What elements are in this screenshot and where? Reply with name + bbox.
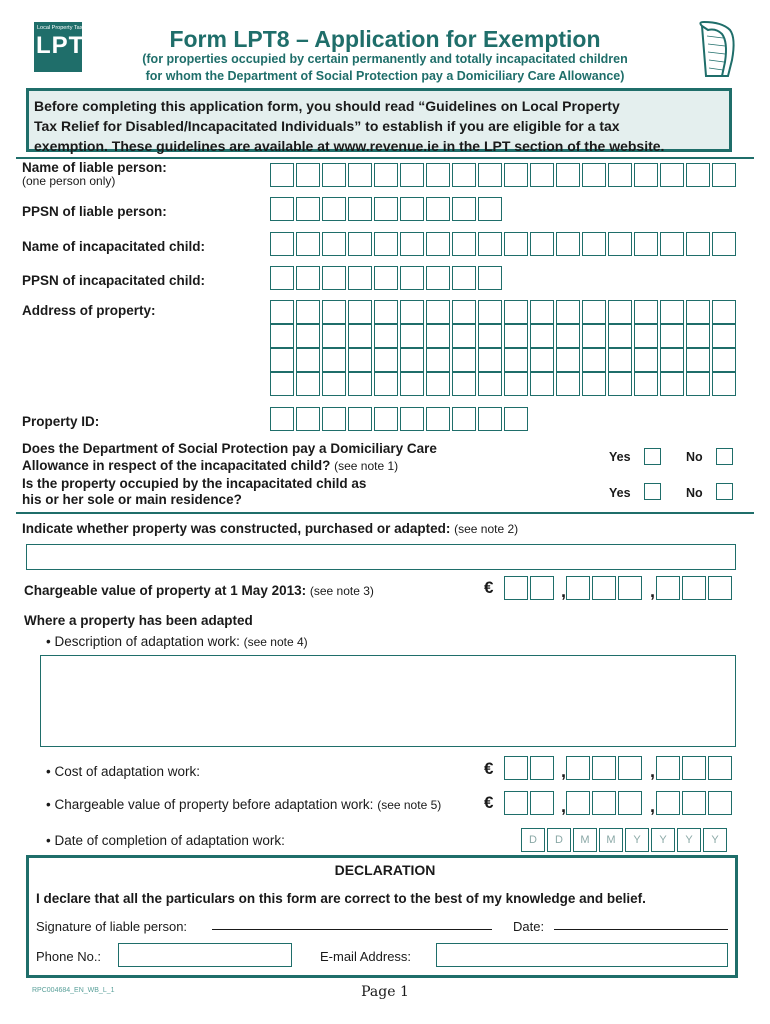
adapt-date-label: • Date of completion of adaptation work: (46, 833, 285, 848)
property-id-field[interactable] (270, 407, 530, 431)
date-cell[interactable]: Y (677, 828, 701, 852)
constructed-note: (see note 2) (454, 522, 519, 536)
intro-line-2: Tax Relief for Disabled/Incapacitated Individuals” to establish if you are eligible for a tax (34, 118, 620, 134)
adapt-desc-field[interactable] (40, 655, 736, 747)
q1-note: (see note 1) (334, 459, 399, 473)
adapt-date-field[interactable] (521, 828, 729, 852)
q1-line-2: Allowance in respect of the incapacitated child? (22, 458, 331, 473)
declaration-title: DECLARATION (334, 862, 436, 878)
harp-emblem-icon (692, 20, 738, 80)
signature-label: Signature of liable person: (36, 919, 188, 934)
date-label: Date: (513, 919, 545, 934)
liable-ppsn-field[interactable] (270, 197, 504, 221)
date-cell[interactable]: D (547, 828, 571, 852)
chargeable-euro-sign: € (484, 578, 494, 597)
q2-no-label: No (686, 486, 703, 500)
adapt-before-euro-sign: € (484, 793, 494, 812)
intro-line-1: Before completing this application form, you should read “Guidelines on Local Property (34, 98, 620, 114)
phone-field[interactable] (118, 943, 292, 967)
date-cell[interactable]: M (573, 828, 597, 852)
constructed-field[interactable] (26, 544, 736, 570)
property-id-label: Property ID: (22, 414, 100, 429)
q1-line-1: Does the Department of Social Protection pay a Domiciliary Care (22, 441, 437, 456)
adapt-cost-comma-2: , (650, 761, 656, 781)
constructed-label-wrap (22, 521, 518, 536)
q2-yes-checkbox[interactable] (644, 483, 661, 500)
email-label: E-mail Address: (320, 949, 412, 964)
child-name-label: Name of incapacitated child: (22, 239, 206, 254)
logo-small-text: Local Property Tax (37, 25, 83, 31)
date-cell[interactable]: Y (703, 828, 727, 852)
child-ppsn-field[interactable] (270, 266, 504, 290)
child-ppsn-label: PPSN of incapacitated child: (22, 273, 206, 288)
signature-line[interactable] (212, 929, 492, 930)
divider-top (16, 157, 754, 159)
q2-yes-label: Yes (609, 486, 631, 500)
q1-yes-checkbox[interactable] (644, 448, 661, 465)
chargeable-comma-2: , (650, 581, 656, 601)
liable-name-note: (one person only) (22, 174, 116, 188)
chargeable-label-wrap (24, 583, 374, 598)
chargeable-note: (see note 3) (309, 584, 374, 598)
liable-name-field[interactable] (270, 163, 738, 187)
logo-big-text: LPT (36, 32, 85, 59)
address-label: Address of property: (22, 303, 156, 318)
q2-line-1: Is the property occupied by the incapacitated child as (22, 476, 367, 491)
adapted-heading: Where a property has been adapted (24, 613, 253, 628)
child-name-field[interactable] (270, 232, 738, 256)
chargeable-label: Chargeable value of property at 1 May 2013: (24, 583, 307, 598)
adapt-before-comma-2: , (650, 796, 656, 816)
adapt-before-note: (see note 5) (377, 798, 442, 812)
adapt-cost-comma-1: , (561, 761, 567, 781)
q1-line-2-wrap (22, 458, 398, 473)
q1-no-checkbox[interactable] (716, 448, 733, 465)
form-code: RPC004684_EN_WB_L_1 (32, 987, 115, 994)
date-cell[interactable]: Y (625, 828, 649, 852)
declaration-text: I declare that all the particulars on this form are correct to the best of my knowledge and belief. (36, 891, 646, 906)
liable-name-label: Name of liable person: (22, 160, 167, 175)
date-line[interactable] (554, 929, 728, 930)
intro-line-3: exemption. These guidelines are available at www.revenue.ie in the LPT section of the website. (34, 138, 665, 154)
page-number: Page 1 (361, 984, 409, 1000)
liable-ppsn-label: PPSN of liable person: (22, 204, 167, 219)
intro-box (26, 88, 732, 152)
adapt-cost-euro-sign: € (484, 759, 494, 778)
date-cell[interactable]: Y (651, 828, 675, 852)
email-field[interactable] (436, 943, 728, 967)
q2-line-2: his or her sole or main residence? (22, 492, 242, 507)
adapt-desc-label-wrap (46, 634, 308, 649)
divider-middle (16, 512, 754, 514)
q1-no-label: No (686, 450, 703, 464)
adapt-before-label: • Chargeable value of property before adaptation work: (46, 797, 374, 812)
adapt-before-comma-1: , (561, 796, 567, 816)
phone-label: Phone No.: (36, 949, 102, 964)
q2-no-checkbox[interactable] (716, 483, 733, 500)
adapt-before-label-wrap (46, 797, 441, 812)
adapt-desc-note: (see note 4) (243, 635, 308, 649)
page-title: Form LPT8 – Application for Exemption (169, 26, 601, 52)
date-cell[interactable]: D (521, 828, 545, 852)
subtitle-line-2: for whom the Department of Social Protection pay a Domiciliary Care Allowance) (145, 69, 625, 83)
adapt-desc-label: • Description of adaptation work: (46, 634, 240, 649)
subtitle-line-1: (for properties occupied by certain permanently and totally incapacitated children (142, 52, 628, 66)
adapt-cost-label: • Cost of adaptation work: (46, 764, 201, 779)
date-cell[interactable]: M (599, 828, 623, 852)
chargeable-comma-1: , (561, 581, 567, 601)
address-field[interactable] (270, 300, 738, 396)
q1-yes-label: Yes (609, 450, 631, 464)
constructed-label: Indicate whether property was constructed, purchased or adapted: (22, 521, 451, 536)
